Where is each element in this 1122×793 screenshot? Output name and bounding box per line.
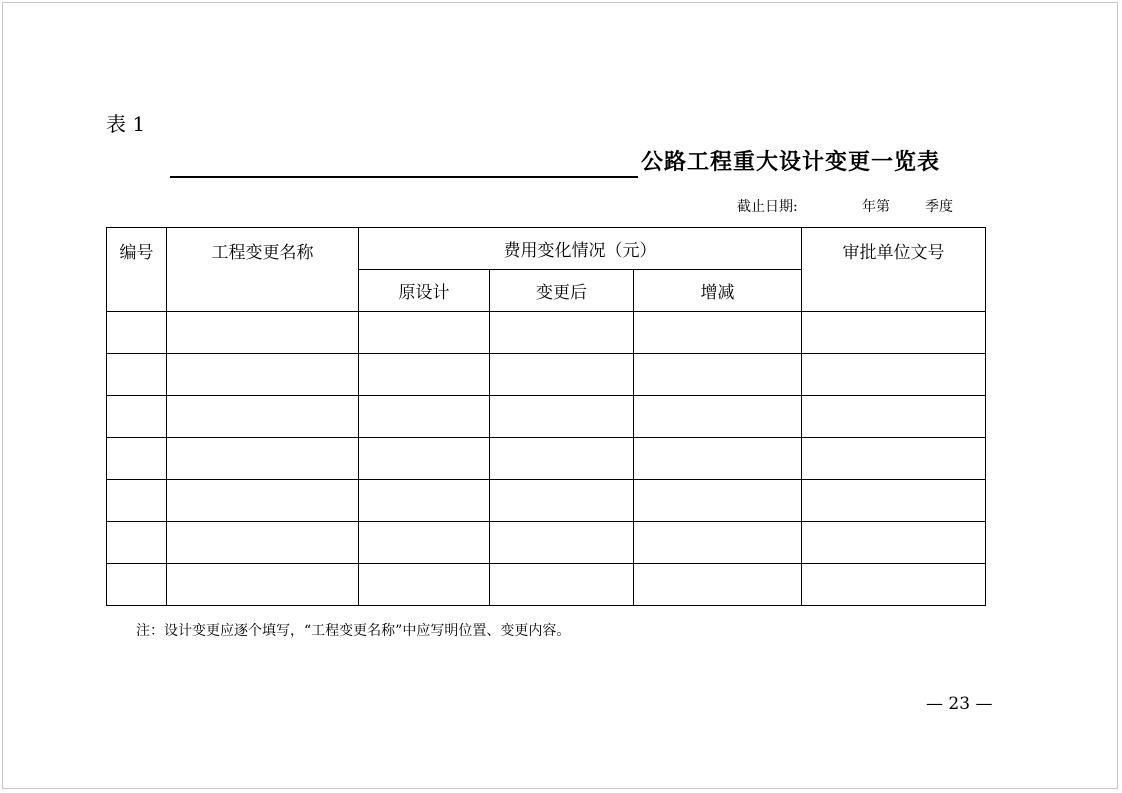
table-cell	[359, 312, 490, 354]
table-cell	[359, 522, 490, 564]
table-cell	[490, 438, 634, 480]
table-cell	[359, 354, 490, 396]
table-cell	[490, 396, 634, 438]
table-cell	[802, 438, 986, 480]
cutoff-year-label: 年第	[862, 199, 890, 215]
table-cell	[802, 522, 986, 564]
header-change-name: 工程变更名称	[167, 228, 359, 312]
table-cell	[634, 522, 802, 564]
table-cell	[490, 354, 634, 396]
table-cell	[634, 312, 802, 354]
design-change-table	[106, 227, 986, 606]
header-id: 编号	[107, 228, 167, 312]
table-cell	[167, 396, 359, 438]
cutoff-quarter-label: 季度	[925, 199, 953, 215]
table-cell	[359, 396, 490, 438]
table-cell	[634, 438, 802, 480]
table-row	[107, 354, 986, 396]
header-approval-doc: 审批单位文号	[802, 228, 986, 312]
table-cell	[107, 396, 167, 438]
table-cell	[359, 564, 490, 606]
header-after-change: 变更后	[490, 270, 634, 312]
table-cell	[490, 312, 634, 354]
header-original-design: 原设计	[359, 270, 490, 312]
footnote: 注：设计变更应逐个填写，“工程变更名称”中应写明位置、变更内容。	[136, 623, 571, 639]
page-number: — 23 —	[926, 694, 993, 714]
table-cell	[802, 396, 986, 438]
table-row	[107, 438, 986, 480]
table-row	[107, 480, 986, 522]
table-cell	[167, 564, 359, 606]
table-cell	[167, 354, 359, 396]
table-cell	[167, 438, 359, 480]
header-cost-change: 费用变化情况（元）	[359, 228, 802, 270]
header-increase-decrease: 增减	[634, 270, 802, 312]
table-cell	[490, 564, 634, 606]
table-cell	[167, 312, 359, 354]
table-cell	[167, 522, 359, 564]
table-row	[107, 396, 986, 438]
table-cell	[107, 312, 167, 354]
table-cell	[802, 354, 986, 396]
table-label: 表 1	[106, 112, 146, 136]
table-cell	[634, 480, 802, 522]
table-cell	[634, 564, 802, 606]
table-cell	[167, 480, 359, 522]
page-title: 公路工程重大设计变更一览表	[641, 150, 941, 175]
table-cell	[802, 312, 986, 354]
table-cell	[490, 480, 634, 522]
table-row	[107, 564, 986, 606]
table-cell	[490, 522, 634, 564]
table-cell	[107, 564, 167, 606]
table-cell	[107, 438, 167, 480]
table-cell	[359, 480, 490, 522]
table-cell	[107, 480, 167, 522]
cutoff-date-label: 截止日期:	[737, 199, 798, 215]
title-blank-line	[170, 176, 638, 178]
table-cell	[802, 564, 986, 606]
table-cell	[107, 354, 167, 396]
table-row	[107, 522, 986, 564]
table-cell	[802, 480, 986, 522]
table-cell	[359, 438, 490, 480]
table-cell	[107, 522, 167, 564]
table-cell	[634, 396, 802, 438]
table-row	[107, 312, 986, 354]
table-cell	[634, 354, 802, 396]
